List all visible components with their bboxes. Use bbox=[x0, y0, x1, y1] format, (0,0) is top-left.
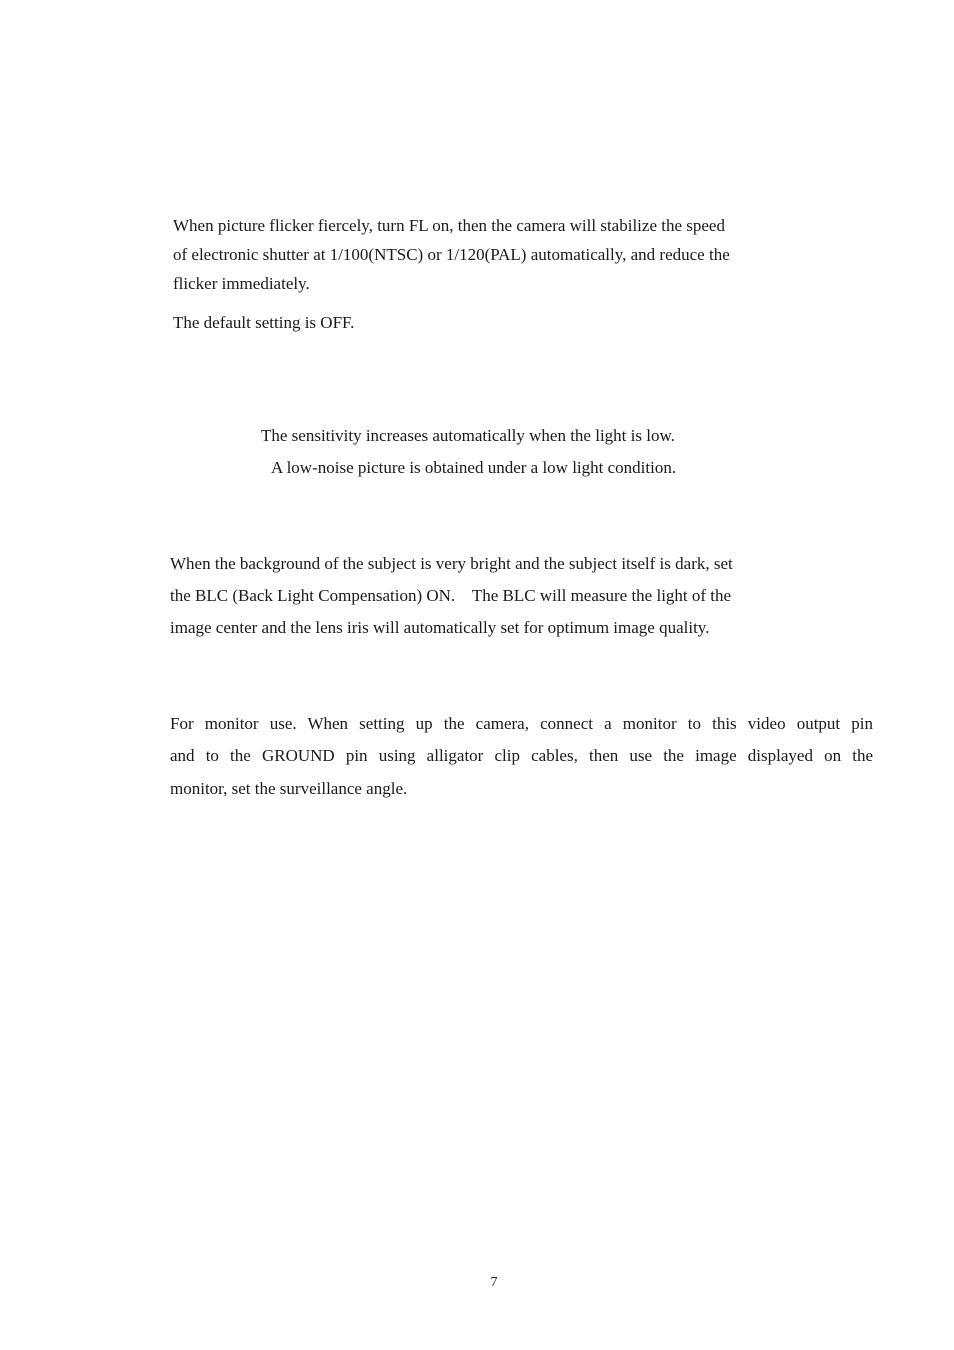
blc-text-line-3: image center and the lens iris will automatically set for optimum image quality. bbox=[170, 618, 710, 637]
flicker-text-line-1: When picture flicker fiercely, turn FL on, then the camera will stabilize the speed bbox=[173, 216, 725, 235]
video-output-text-line-1: For monitor use. When setting up the camera, connect a monitor to this video output pin bbox=[170, 714, 873, 733]
blc-text-line-2: the BLC (Back Light Compensation) ON. The BLC will measure the light of the bbox=[170, 586, 732, 605]
flicker-text-line-2: of electronic shutter at 1/100(NTSC) or 1/120(PAL) automatically, and reduce the bbox=[173, 245, 730, 264]
flicker-default-note: The default setting is OFF. bbox=[173, 313, 355, 332]
sensitivity-text-line-2: A low-noise picture is obtained under a low light condition. bbox=[271, 458, 677, 477]
sensitivity-text-line-1: The sensitivity increases automatically when the light is low. bbox=[261, 426, 675, 445]
page-number: 7 bbox=[490, 1275, 498, 1290]
video-output-text-line-3: monitor, set the surveillance angle. bbox=[170, 779, 408, 798]
blc-text-line-1: When the background of the subject is very bright and the subject itself is dark, set bbox=[170, 554, 733, 573]
video-output-text-line-2: and to the GROUND pin using alligator clip cables, then use the image displayed on the bbox=[170, 746, 873, 765]
flicker-text-line-3: flicker immediately. bbox=[173, 274, 310, 293]
